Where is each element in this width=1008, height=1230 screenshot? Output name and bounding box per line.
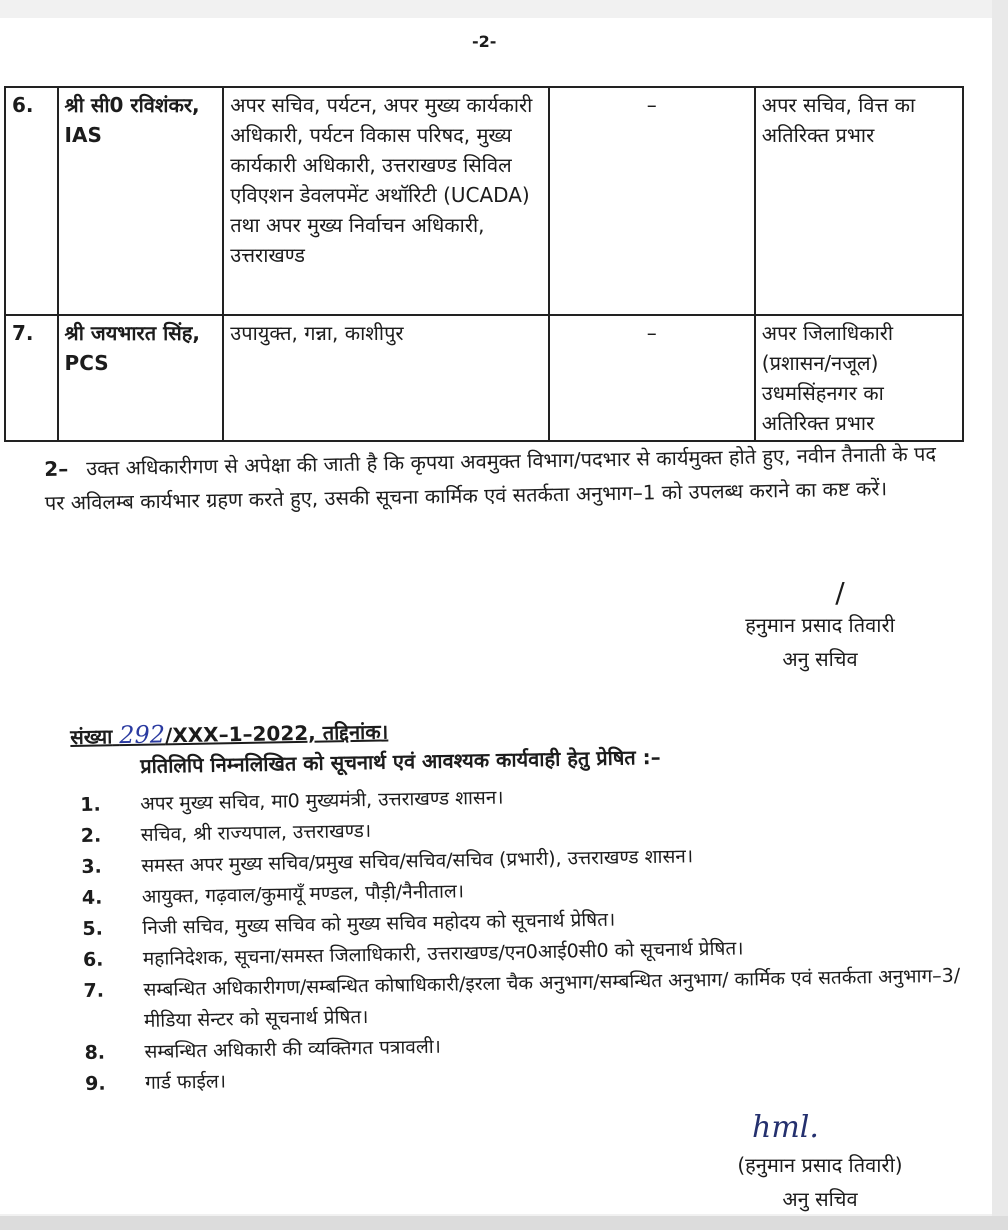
distribution-list [80,775,965,1100]
item-number: 5. [82,917,104,940]
signature-block-1 [690,578,950,676]
paragraph-number: 2– [44,456,69,481]
signatory-designation: अनु सचिव [782,647,858,671]
current-post: उपायुक्त, गन्ना, काशीपुर [223,315,548,441]
table-row [5,87,963,315]
current-post: अपर सचिव, पर्यटन, अपर मुख्य कार्यकारी अधिकारी, पर्यटन विकास परिषद, मुख्य कार्यकारी अधिकारी, उत्तराखण्ड सिविल एविएशन डेवलपमेंट अथॉरिटी (UCADA) तथा अपर मुख्य निर्वाचन अधिकारी, उत्तराखण्ड [223,87,548,315]
reference-number [70,716,388,750]
page-number: -2- [472,32,497,51]
item-text: समस्त अपर मुख्य सचिव/प्रमुख सचिव/सचिव/सचिव (प्रभारी), उत्तराखण्ड शासन। [141,845,694,877]
item-text: अपर मुख्य सचिव, मा0 मुख्यमंत्री, उत्तराखण्ड शासन। [140,786,504,815]
signatory-designation: अनु सचिव [782,1187,858,1211]
item-number: 8. [84,1041,106,1064]
handwritten-signature: hml. [752,1110,819,1145]
copy-intro: प्रतिलिपि निम्नलिखित को सूचनार्थ एवं आवश्यक कार्यवाही हेतु प्रेषित :– [140,744,661,778]
viewer-bottom-strip [0,1216,1008,1230]
item-number: 2. [80,824,102,847]
signature-mark: / [835,576,845,609]
reference-prefix: संख्या [70,724,113,749]
additional-charge: अपर जिलाधिकारी (प्रशासन/नजूल) उधमसिंहनगर का अतिरिक्त प्रभार [755,315,963,441]
item-text: सम्बन्धित अधिकारी की व्यक्तिगत पत्रावली। [144,1035,442,1063]
paragraph-text: उक्त अधिकारीगण से अपेक्षा की जाती है कि कृपया अवमुक्त विभाग/पदभार से कार्यमुक्त होते हुए, नवीन तैनाती के पद पर अविलम्ब कार्यभार ग्रहण करते हुए, उसकी सूचना कार्मिक एवं सतर्कता अनुभाग–1 को उपलब्ध कराने का कष्ट करें। [44,441,937,515]
additional-charge: अपर सचिव, वित्त का अतिरिक्त प्रभार [755,87,963,315]
new-post: – [549,315,755,441]
item-number: 3. [81,855,102,878]
item-text: सम्बन्धित अधिकारीगण/सम्बन्धित कोषाधिकारी/इरला चैक अनुभाग/सम्बन्धित अनुभाग/ कार्मिक एवं सतर्कता अनुभाग–3/मीडिया सेन्टर को सूचनार्थ प्रेषित। [143,964,961,1032]
officer-name: श्री जयभारत सिंह, PCS [58,315,224,441]
new-post: – [549,87,755,315]
table-row [5,315,963,441]
item-text: महानिदेशक, सूचना/समस्त जिलाधिकारी, उत्तराखण्ड/एन0आई0सी0 को सूचनार्थ प्रेषित। [142,937,744,970]
signatory-name: हनुमान प्रसाद तिवारी [745,613,895,637]
row-number: 7. [5,315,58,441]
item-text: गार्ड फाईल। [144,1070,227,1094]
item-number: 9. [84,1072,106,1095]
item-number: 7. [83,979,105,1002]
item-text: आयुक्त, गढ़वाल/कुमायूँ मण्डल, पौड़ी/नैनीताल। [141,880,465,908]
viewer-side-strip [992,0,1008,1230]
item-number: 1. [80,793,101,816]
item-number: 4. [81,886,103,909]
item-text: निजी सचिव, मुख्य सचिव को मुख्य सचिव महोदय को सूचनार्थ प्रेषित। [142,908,616,939]
reference-handwritten-number: 292 [118,720,166,750]
signatory-name: (हनुमान प्रसाद तिवारी) [737,1153,903,1177]
reference-suffix: /XXX–1–2022, तद्दिनांक। [164,719,389,748]
row-number: 6. [5,87,58,315]
officer-name: श्री सी0 रविशंकर, IAS [58,87,224,315]
signature-block-2 [700,1148,940,1216]
item-number: 6. [82,948,104,971]
item-text: सचिव, श्री राज्यपाल, उत्तराखण्ड। [140,819,372,846]
officers-table [4,86,964,442]
